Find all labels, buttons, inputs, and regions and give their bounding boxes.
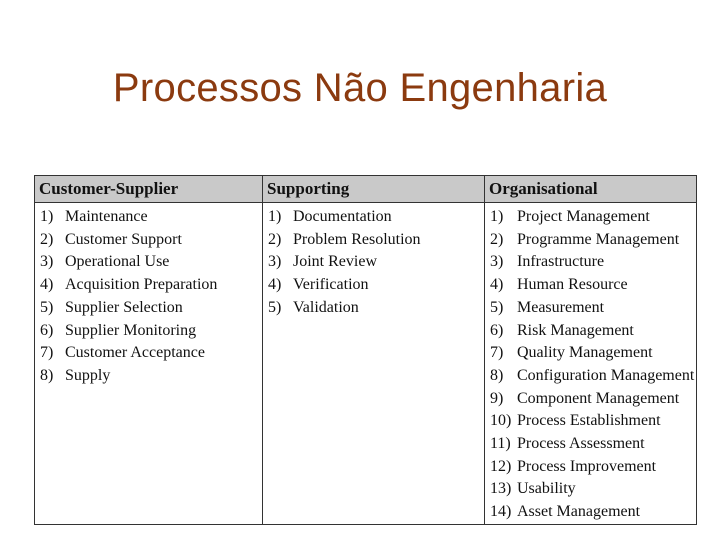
item-label: Infrastructure xyxy=(517,253,605,271)
item-label: Process Improvement xyxy=(517,457,657,475)
list-item xyxy=(268,229,484,252)
item-number: 5) xyxy=(268,298,282,316)
item-number: 9) xyxy=(490,389,504,407)
list-item xyxy=(490,501,696,524)
item-number: 3) xyxy=(40,253,54,271)
slide-title: Processos Não Engenharia xyxy=(112,66,608,110)
list-item xyxy=(40,342,262,365)
list-item xyxy=(490,251,696,274)
item-number: 11) xyxy=(490,435,511,453)
column-supporting xyxy=(263,203,485,525)
item-label: Human Resource xyxy=(517,276,628,294)
item-number: 10) xyxy=(490,412,512,430)
list-item xyxy=(268,251,484,274)
item-number: 2) xyxy=(490,230,504,248)
list-item xyxy=(490,229,696,252)
item-label: Joint Review xyxy=(293,253,377,271)
item-number: 3) xyxy=(268,253,282,271)
item-label: Usability xyxy=(517,480,576,498)
item-number: 4) xyxy=(490,276,504,294)
list-item xyxy=(490,320,696,343)
item-label: Process Assessment xyxy=(517,435,645,453)
item-label: Supplier Monitoring xyxy=(65,321,197,339)
item-label: Measurement xyxy=(517,298,605,316)
item-label: Problem Resolution xyxy=(293,230,421,248)
list-item xyxy=(490,206,696,229)
table-header-row xyxy=(35,176,697,203)
item-number: 12) xyxy=(490,457,512,475)
list-item xyxy=(490,433,696,456)
list-item xyxy=(490,274,696,297)
item-label: Validation xyxy=(293,298,359,316)
item-label: Operational Use xyxy=(65,253,170,271)
list-item xyxy=(490,365,696,388)
list-item xyxy=(40,297,262,320)
item-label: Risk Management xyxy=(517,321,634,339)
item-number: 4) xyxy=(268,276,282,294)
item-label: Process Establishment xyxy=(517,412,661,430)
list-item xyxy=(40,274,262,297)
item-label: Asset Management xyxy=(517,503,641,521)
item-number: 1) xyxy=(490,208,504,225)
item-label: Verification xyxy=(293,276,369,294)
item-number: 7) xyxy=(40,344,54,362)
item-number: 2) xyxy=(40,230,54,248)
item-label: Programme Management xyxy=(517,230,680,248)
item-number: 5) xyxy=(490,298,504,316)
list-item xyxy=(40,365,262,388)
process-categories-table xyxy=(34,175,697,525)
item-label: Component Management xyxy=(517,389,680,407)
customer-supplier-list xyxy=(35,206,262,388)
item-label: Documentation xyxy=(293,208,392,225)
list-item xyxy=(490,388,696,411)
list-item xyxy=(490,456,696,479)
item-label: Configuration Management xyxy=(517,366,695,384)
item-number: 1) xyxy=(40,208,54,225)
list-item xyxy=(490,297,696,320)
item-number: 8) xyxy=(40,366,54,384)
table-body-row xyxy=(35,203,697,525)
item-label: Supplier Selection xyxy=(65,298,183,316)
header-customer-supplier: Customer-Supplier xyxy=(35,176,263,203)
item-label: Customer Acceptance xyxy=(65,344,205,362)
column-organisational xyxy=(485,203,697,525)
item-number: 8) xyxy=(490,366,504,384)
supporting-list xyxy=(263,206,484,320)
list-item xyxy=(40,251,262,274)
list-item xyxy=(268,297,484,320)
list-item xyxy=(490,478,696,501)
item-number: 3) xyxy=(490,253,504,271)
organisational-list xyxy=(485,206,696,524)
item-number: 1) xyxy=(268,208,282,225)
list-item xyxy=(40,206,262,229)
item-number: 6) xyxy=(40,321,54,339)
item-number: 6) xyxy=(490,321,504,339)
item-label: Supply xyxy=(65,366,111,384)
header-organisational: Organisational xyxy=(485,176,697,203)
list-item xyxy=(40,229,262,252)
list-item xyxy=(268,274,484,297)
item-label: Customer Support xyxy=(65,230,182,248)
item-label: Acquisition Preparation xyxy=(65,276,218,294)
item-number: 5) xyxy=(40,298,54,316)
list-item xyxy=(40,320,262,343)
list-item xyxy=(490,342,696,365)
item-number: 13) xyxy=(490,480,512,498)
column-customer-supplier xyxy=(35,203,263,525)
list-item xyxy=(490,410,696,433)
header-supporting: Supporting xyxy=(263,176,485,203)
item-number: 2) xyxy=(268,230,282,248)
item-label: Maintenance xyxy=(65,208,148,225)
item-label: Project Management xyxy=(517,208,650,225)
item-number: 4) xyxy=(40,276,54,294)
item-number: 14) xyxy=(490,503,512,521)
item-label: Quality Management xyxy=(517,344,653,362)
item-number: 7) xyxy=(490,344,504,362)
list-item xyxy=(268,206,484,229)
